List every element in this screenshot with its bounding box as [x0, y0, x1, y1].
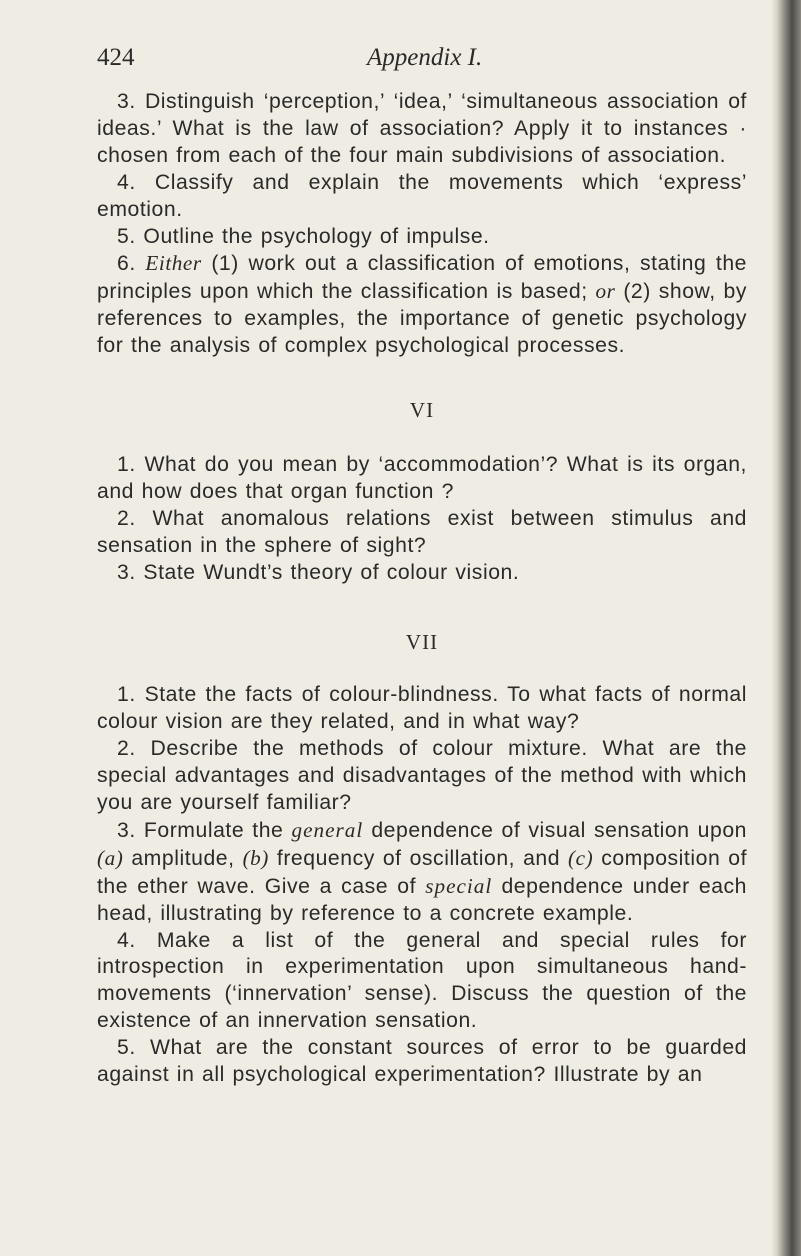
question-number: 3.: [117, 818, 136, 842]
question-vii-5: [97, 1035, 747, 1089]
question-number: 5.: [117, 1036, 136, 1060]
question-number: 4.: [117, 928, 136, 952]
question-number: 1.: [117, 452, 136, 476]
body-text: [97, 89, 747, 1089]
text-segment: dependence under each head, illustrating by reference to a concrete example.: [97, 874, 747, 925]
question-vii-4: [97, 928, 747, 1036]
question-vii-3: [97, 817, 747, 928]
question-number: 1.: [117, 683, 136, 707]
question-text: Describe the methods of colour mixture. What are the special advantages and disadvantages of the method with which you are yourself familiar?: [97, 737, 747, 815]
question-text: Outline the psychology of impulse.: [143, 224, 490, 248]
or-word: or: [595, 279, 616, 304]
question-text: State Wundt’s theory of colour vision.: [143, 560, 520, 584]
question-text: Distinguish ‘perception,’ ‘idea,’ ‘simultaneous association of ideas.’ What is the law of association? Apply it to instances · chosen from each of the four main subdivisions of association.: [97, 90, 747, 167]
text-segment: dependence of visual sensation upon: [371, 818, 748, 842]
page-number: 424: [97, 44, 135, 71]
question-vii-2: [97, 736, 747, 817]
question-number: 5.: [117, 224, 136, 248]
question-v-6: [97, 250, 747, 360]
text-segment: frequency of oscillation, and: [276, 846, 561, 870]
question-vii-1: [97, 682, 747, 736]
question-number: 2.: [117, 737, 136, 761]
running-title: Appendix I.: [367, 44, 483, 71]
question-number: 4.: [117, 170, 136, 194]
question-number: 3.: [117, 560, 136, 584]
question-text: Classify and explain the movements which ‘express’ emotion.: [97, 170, 747, 221]
section-heading-vii: VII: [405, 629, 439, 654]
section-heading-vi: VI: [409, 398, 435, 423]
book-spine-shadow: [771, 0, 801, 1256]
question-v-4: [97, 170, 747, 224]
question-text: What do you mean by ‘accommodation’? What is its organ, and how does that organ function ?: [97, 452, 747, 503]
question-number: 6.: [117, 252, 136, 276]
question-number: 2.: [117, 506, 136, 530]
special-emphasis: special: [425, 873, 493, 898]
question-vi-3: [97, 560, 747, 587]
label-a: (a): [97, 845, 124, 870]
question-text: What are the constant sources of error to be guarded against in all psychological experimentation? Illustrate by an: [97, 1036, 748, 1087]
question-text-part2: (2) show, by references to examples, the importance of genetic psychology for the analysis of complex psychological processes.: [97, 280, 747, 358]
text-segment: amplitude,: [131, 846, 235, 870]
label-b: (b): [242, 845, 269, 870]
question-v-3: [97, 89, 747, 170]
running-head: [97, 44, 747, 80]
text-segment: Formulate the: [143, 818, 284, 842]
question-text-part1: (1) work out a classification of emotions, stating the principles upon which the classification is based;: [97, 252, 748, 304]
label-c: (c): [568, 845, 594, 870]
either-word: Either: [145, 251, 202, 276]
question-vi-1: [97, 452, 747, 506]
question-text: State the facts of colour-blindness. To what facts of normal colour vision are they related, and in what way?: [97, 683, 747, 734]
question-number: 3.: [117, 90, 136, 113]
question-text: Make a list of the general and special rules for introspection in experimentation upon simultaneous hand-movements (‘innervation’ sense). Discuss the question of the existence of an innervation sensation.: [97, 928, 747, 1033]
question-v-5: [97, 224, 747, 251]
text-segment: composition of the ether wave. Give a case of: [97, 846, 748, 898]
question-vi-2: [97, 506, 747, 560]
question-text: What anomalous relations exist between stimulus and sensation in the sphere of sight?: [97, 506, 747, 557]
general-emphasis: general: [291, 817, 364, 842]
